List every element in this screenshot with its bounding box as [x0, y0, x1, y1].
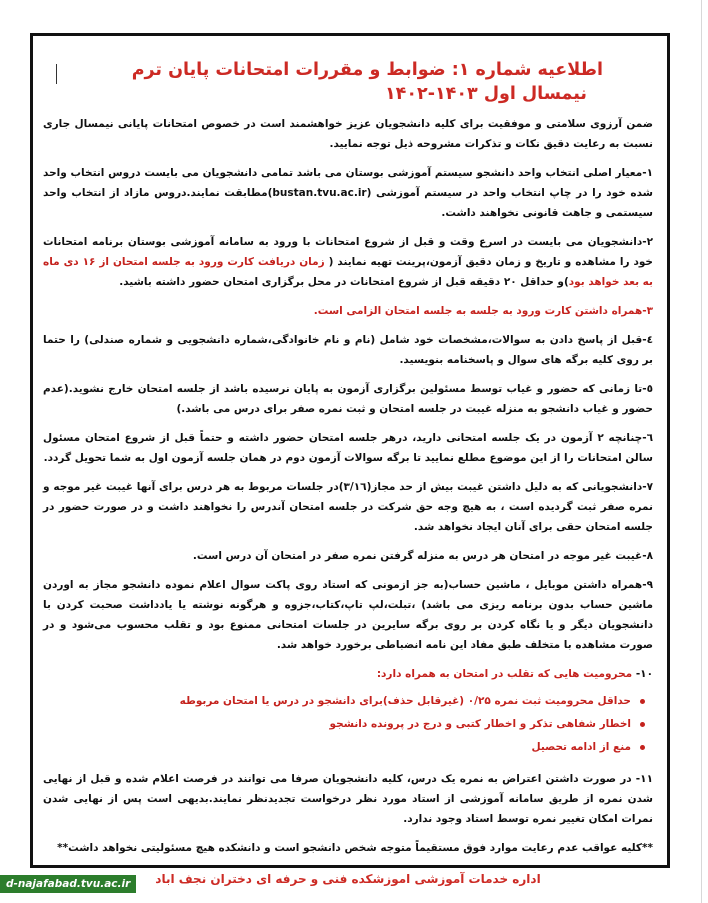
intro-paragraph: ضمن آرزوی سلامتی و موفقیت برای کلیه دانشجویان عزیز خواهشمند است در خصوص امتحانات پایانی نیمسال جاری نسبت به رعایت دقیق نکات و تذکرات مشروحه ذیل توجه نمایید. — [43, 118, 653, 150]
rule-2 — [43, 232, 653, 292]
rule-2-text-start: ۲-دانشجویان می بایست در اسرع وقت و قبل از شروع امتحانات با ورود به سامانه آموزشی بوستان برنامه امتحانات خود را مشاهده و تاریخ و زمان دقیق آزمون،پرینت تهیه نمایند ( — [43, 236, 653, 268]
page-edge-line — [701, 0, 702, 903]
title-line-1: اطلاعیه شماره ۱: ضوابط و مقررات امتحانات پایان ترم — [131, 60, 603, 80]
rule-10 — [43, 664, 653, 684]
penalty-item: منع از ادامه تحصیل — [43, 736, 631, 759]
penalty-item: اخطار شفاهی تذکر و اخطار کتبی و درج در پرونده دانشجو — [43, 713, 631, 736]
rule-10-number: ۱۰- — [635, 668, 653, 680]
office-signature: اداره خدمات آموزشی اموزشکده فنی و حرفه ای دختران نجف اباد — [155, 872, 541, 886]
rule-1: ۱-معیار اصلی انتخاب واحد دانشجو سیستم آموزشی بوستان می باشد تمامی دانشجویان می بایست دروس انتخاب واحد شده خود را در چاپ انتخاب واحد در سیستم آموزشی (bustan.tvu.ac.ir)مطابقت نمایند.دروس مازاد از انتخاب واحد سیستمی و جاهت قانونی نخواهند داشت. — [43, 167, 653, 219]
rule-9: ۹-همراه داشتن موبایل ، ماشین حساب(به جز ازمونی که استاد روی پاکت سوال اعلام نموده دانشجو مجاز به اوردن ماشین حساب بدون برنامه ریزی می باشد) ،تبلت،لپ تاپ،کتاب،جزوه و هرگونه نوشته یا یادداشت صحبت کردن با دانشجویان دیگر و یا نگاه کردن بر روی برگه سایرین در جلسات امتحانی ممنوع بود و تقلب محسوب می‌شود و در صورت مشاهده با متخلف طبق مفاد این نامه انضباطی برخورد خواهد شد. — [43, 579, 653, 651]
announcement-title — [55, 58, 643, 106]
title-line-2: نیمسال اول ۱۴۰۳-۱۴۰۲ — [385, 84, 587, 104]
penalty-list — [43, 690, 653, 759]
penalty-item: حداقل محرومیت ثبت نمره ۰/۲۵ (غیرقابل حذف)برای دانشجو در درس یا امتحان مربوطه — [43, 690, 631, 713]
rule-8: ۸-غیبت غیر موجه در امتحان هر درس به منزله گرفتن نمره صفر در امتحان آن درس است. — [192, 550, 653, 562]
rule-10-label: محرومیت هایی که تقلب در امتحان به همراه دارد: — [376, 668, 633, 680]
rule-5: ٥-تا زمانی که حضور و غیاب توسط مسئولین برگزاری آزمون به پایان نرسیده باشد از جلسه امتحان خارج نشوید.(عدم حضور و غیاب دانشجو به منزله غیبت در جلسه امتحان و ثبت نمره صفر برای درس می باشد.) — [43, 383, 653, 415]
rule-7: ۷-دانشجویانی که به دلیل داشتن غیبت بیش از حد مجاز(۳/۱٦)در جلسات مربوط به هر درس برای آنها غیبت غیر موجه و نمره صفر ثبت گردیده است ، به هیچ وجه حق شرکت در جلسه امتحان آندرس را نخواهند داشت و در صورت حضور در جلسه امتحان حقی برای آنان ایجاد نخواهد شد. — [43, 481, 654, 533]
rule-3: ۳-همراه داشتن کارت ورود به جلسه به جلسه امتحان الزامی است. — [313, 305, 653, 317]
rule-4: ٤-قبل از پاسخ دادن به سوالات،مشخصات خود شامل (نام و نام خانوادگی،شماره دانشجویی و شماره صندلی) را حتما بر روی کلیه برگه های سوال و پاسخنامه بنویسید. — [43, 334, 653, 366]
responsibility-note: **کلیه عواقب عدم رعایت موارد فوق مستقیماً متوجه شخص دانشجو است و دانشکده هیچ مسئولیتی نخواهد داشت** — [57, 842, 653, 854]
site-watermark: d-najafabad.tvu.ac.ir — [0, 875, 136, 893]
rule-2-card-date: زمان دریافت کارت ورود به جلسه امتحان از ۱۶ دی ماه به بعد خواهد بود — [43, 256, 653, 288]
rule-2-text-end: )و حداقل ۲۰ دقیقه قبل از شروع امتحانات در محل برگزاری امتحان حضور داشته باشید. — [119, 276, 569, 288]
rule-11: ۱۱- در صورت داشتن اعتراض به نمره یک درس، کلیه دانشجویان صرفا می توانند در فرصت اعلام شده و قبل از نهایی شدن نمره از طریق سامانه آموزشی از استاد مورد نظر درخواست تجدیدنظر نمایند.بدیهی است پس از نهایی شدن نمرات امکان تغییر نمره توسط استاد وجود ندارد. — [43, 773, 653, 825]
rule-6: ٦-چنانچه ۲ آزمون در یک جلسه امتحانی دارید، درهر جلسه امتحان حضور داشته و حتماً قبل از شروع امتحان مسئول سالن امتحانات را از این موضوع مطلع نمایید تا برگه سوالات آزمون دوم در همان جلسه آزمون اول به شما تحویل گردد. — [43, 432, 654, 464]
